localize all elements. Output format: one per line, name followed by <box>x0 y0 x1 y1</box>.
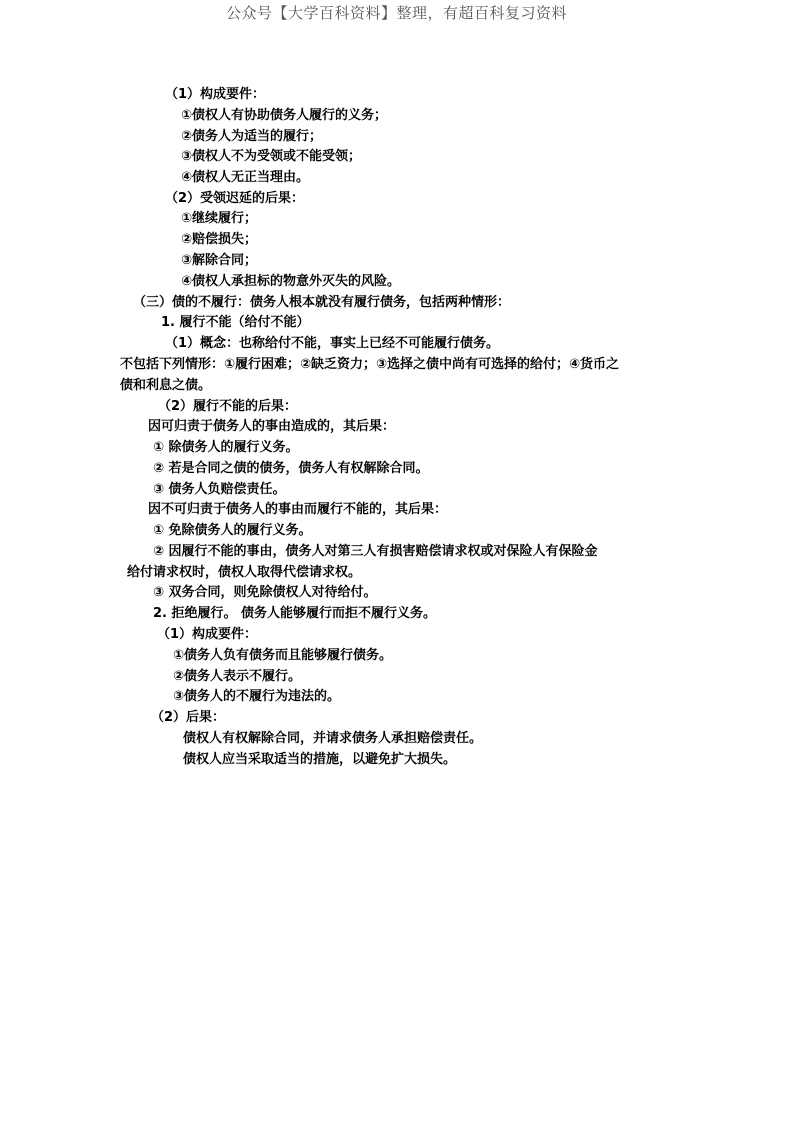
text-line: 因可归责于债务人的事由造成的，其后果： <box>148 419 396 434</box>
text-line: 债权人应当采取适当的措施，以避免扩大损失。 <box>183 752 457 767</box>
text-line: （三）债的不履行：债务人根本就没有履行债务，包括两种情形： <box>133 295 511 310</box>
text-line: ②赔偿损失； <box>181 232 258 247</box>
text-line: （1）概念：也称给付不能，事实上已经不可能履行债务。 <box>165 336 500 351</box>
text-line: 债和利息之债。 <box>120 378 212 393</box>
page-header: 公众号【大学百科资料】整理，有超百科复习资料 <box>225 4 567 22</box>
text-line: ④债权人承担标的物意外灭失的风险。 <box>181 274 401 289</box>
text-line: ① 免除债务人的履行义务。 <box>153 523 312 538</box>
text-line: 1. 履行不能（给付不能） <box>161 315 310 330</box>
text-line: ③债权人不为受领或不能受领； <box>181 149 362 164</box>
text-line: ① 除债务人的履行义务。 <box>153 440 299 455</box>
text-line: ②债务人为适当的履行； <box>181 129 323 144</box>
text-line: （1）构成要件： <box>165 87 266 102</box>
text-line: （1）构成要件： <box>157 627 258 642</box>
text-line: ③ 债务人负赔偿责任。 <box>153 482 286 497</box>
text-line: ② 因履行不能的事由，债务人对第三人有损害赔偿请求权或对保险人有保险金 <box>153 544 598 559</box>
text-line: （2）受领迟延的后果： <box>165 191 305 206</box>
text-line: ③债务人的不履行为违法的。 <box>173 689 341 704</box>
text-line: 不包括下列情形：①履行困难；②缺乏资力；③选择之债中尚有可选择的给付；④货币之 <box>120 357 620 372</box>
text-line: ③解除合同； <box>181 253 258 268</box>
text-line: ④债权人无正当理由。 <box>181 170 310 185</box>
text-line: 因不可归责于债务人的事由而履行不能的，其后果： <box>148 502 448 517</box>
text-line: 给付请求权时，债权人取得代偿请求权。 <box>127 565 362 580</box>
text-line: ③ 双务合同，则免除债权人对待给付。 <box>153 585 377 600</box>
text-line: ①债务人负有债务而且能够履行债务。 <box>173 648 393 663</box>
text-line: （2）履行不能的后果： <box>158 399 298 414</box>
text-line: 债权人有权解除合同，并请求债务人承担赔偿责任。 <box>183 731 483 746</box>
text-line: ②债务人表示不履行。 <box>173 669 302 684</box>
text-line: （2）后果： <box>151 710 226 725</box>
text-line: ①债权人有协助债务人履行的义务； <box>181 108 388 123</box>
text-line: ①继续履行； <box>181 211 258 226</box>
text-line: ② 若是合同之债的债务，债务人有权解除合同。 <box>153 461 429 476</box>
text-line: 2. 拒绝履行。 债务人能够履行而拒不履行义务。 <box>153 606 437 621</box>
